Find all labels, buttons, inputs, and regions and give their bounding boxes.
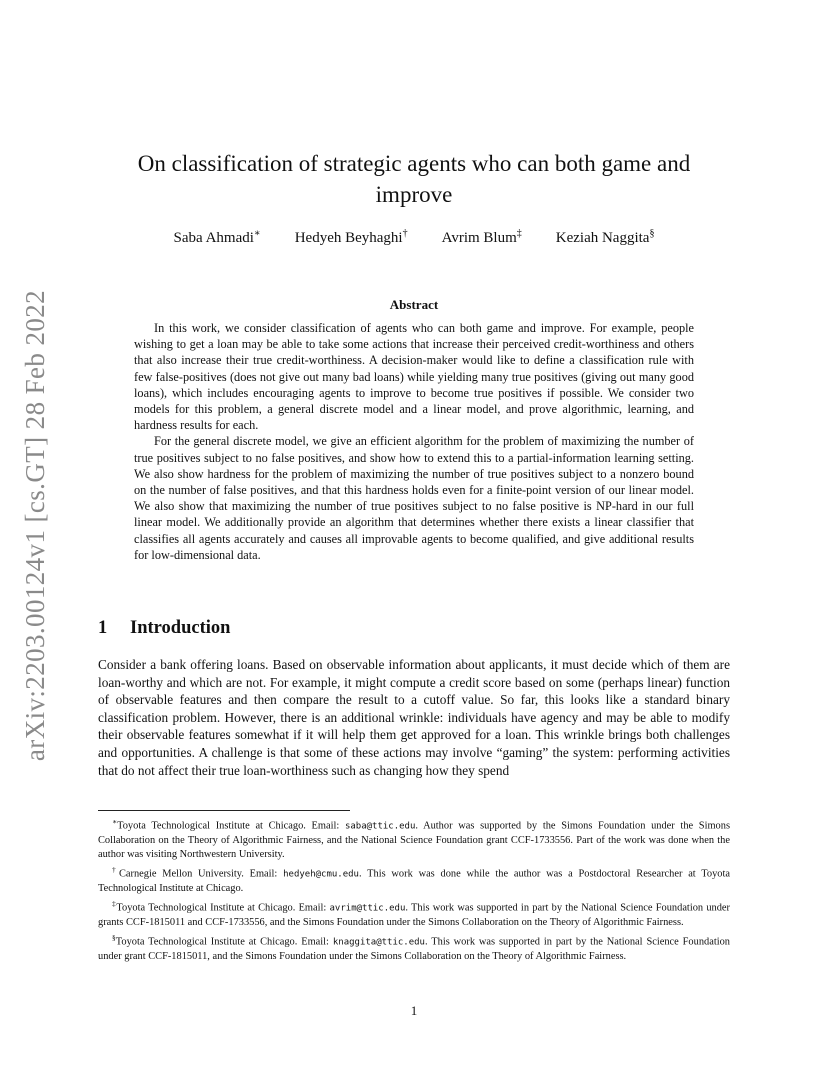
body-paragraph: Consider a bank offering loans. Based on observable information about applicants, it must decide which of them are loan-worthy and which are not. For example, it might compute a credit score based on some (perhaps linear) function of observable features and then compare the result to a cutoff value. So far, this looks like a standard binary classification problem. However, there is an additional wrinkle: individuals have agency and may be able to modify their observable features somewhat if it will help them get approved for a loan. This wrinkle brings both challenges and opportunities. A challenge is that some of these actions may involve “gaming” the system: performing activities that do not affect their true loan-worthiness such as changing how they spend	[98, 657, 730, 778]
footnote	[98, 863, 730, 896]
section-heading	[98, 618, 230, 639]
footnote-mark: §	[112, 933, 116, 943]
author-footnote-mark[interactable]: †	[402, 228, 408, 239]
footnote-mark: ‡	[112, 898, 117, 908]
footnote-text: Toyota Technological Institute at Chicago. Email:	[116, 902, 330, 914]
footnote	[98, 815, 730, 861]
arxiv-identifier-stamp	[14, 290, 58, 760]
author-footnote-mark[interactable]: ‡	[516, 228, 522, 239]
footnote-email[interactable]: avrim@ttic.edu	[329, 903, 406, 914]
footnote-text: . Author was supported by the Simons Foundation under the Simons Collaboration on the Theory of Algorithmic Fairness, and the National Science Foundation grant CCF-1733556. Part of the work was done when the author was visiting Northwestern University.	[98, 820, 730, 860]
footnote-divider	[98, 810, 350, 811]
abstract-paragraph: For the general discrete model, we give an efficient algorithm for the problem of maximizing the number of true positives subject to no false positives, and show how to extend this to a partial-information learning setting. We also show hardness for the problem of maximizing the number of true positives subject to a nonzero bound on the number of false positives, and that this hardness holds even for a finite-point version of our linear model. We also show that maximizing the number of true positives subject to no false positive is NP-hard in our full linear model. We additionally provide an algorithm that determines whether there exists a linear classifier that classifies all agents accurately and causes all improvable agents to become qualified, and give additional results for low-dimensional data.	[134, 434, 694, 562]
footnote-email[interactable]: hedyeh@cmu.edu	[283, 869, 359, 880]
footnote-text: Carnegie Mellon University. Email:	[118, 868, 284, 880]
author-name: Saba Ahmadi	[173, 230, 254, 246]
footnote-email[interactable]: saba@ttic.edu	[344, 821, 416, 832]
author	[174, 228, 261, 247]
footnote	[98, 897, 730, 930]
author	[295, 228, 408, 247]
footnote-text: . This work was supported in part by the National Science Foundation under grant CCF-1815011, and the Simons Foundation under the Simons Collaboration on the Theory of Algorithmic Fairness.	[98, 936, 730, 963]
abstract-body	[134, 320, 694, 563]
footnote-text: . This work was done while the author was a Postdoctoral Researcher at Toyota Technological Institute at Chicago.	[98, 868, 731, 894]
abstract-paragraph: In this work, we consider classification of agents who can both game and improve. For example, people wishing to get a loan may be able to take some actions that increase their perceived credit-worthiness and others that also increase their true credit-worthiness. A decision-maker would like to define a classification rule with few false-positives (does not give out many bad loans) while yielding many true positives (giving out many good loans), which includes encouraging agents to improve to become true positives if possible. We consider two models for this problem, a general discrete model and a linear model, and prove algorithmic, learning, and hardness results for each.	[134, 321, 694, 433]
author	[442, 228, 522, 247]
author-name: Hedyeh Beyhaghi	[294, 230, 403, 246]
arxiv-identifier-text: arXiv:2203.00124v1 [cs.GT] 28 Feb 2022	[20, 289, 51, 761]
section-number: 1	[98, 618, 108, 638]
author-footnote-mark[interactable]: §	[649, 228, 655, 239]
footnote-mark: ∗	[112, 817, 118, 826]
footnotes	[98, 815, 730, 965]
paper-title: On classification of strategic agents who can both game and improve	[137, 151, 691, 207]
introduction-body	[98, 656, 730, 779]
footnote	[98, 931, 730, 964]
section-title: Introduction	[130, 618, 231, 638]
author-footnote-mark[interactable]: ∗	[253, 228, 261, 239]
abstract-heading: Abstract	[389, 297, 439, 312]
author-list	[98, 228, 730, 247]
footnote-text: Toyota Technological Institute at Chicago. Email:	[115, 936, 333, 948]
author-name: Avrim Blum	[441, 230, 517, 246]
footnote-text: Toyota Technological Institute at Chicago. Email:	[117, 820, 345, 832]
author-name: Keziah Naggita	[555, 230, 650, 246]
footnote-email[interactable]: knaggita@ttic.edu	[332, 937, 425, 948]
footnote-mark: †	[112, 864, 119, 874]
page-number: 1	[410, 1003, 418, 1018]
footnote-text: . This work was supported in part by the National Science Foundation under grants CCF-1815011 and CCF-1733556, and the Simons Foundation under the Simons Collaboration on the Theory of Algorithmic Fairness.	[98, 902, 730, 928]
author	[556, 228, 655, 247]
